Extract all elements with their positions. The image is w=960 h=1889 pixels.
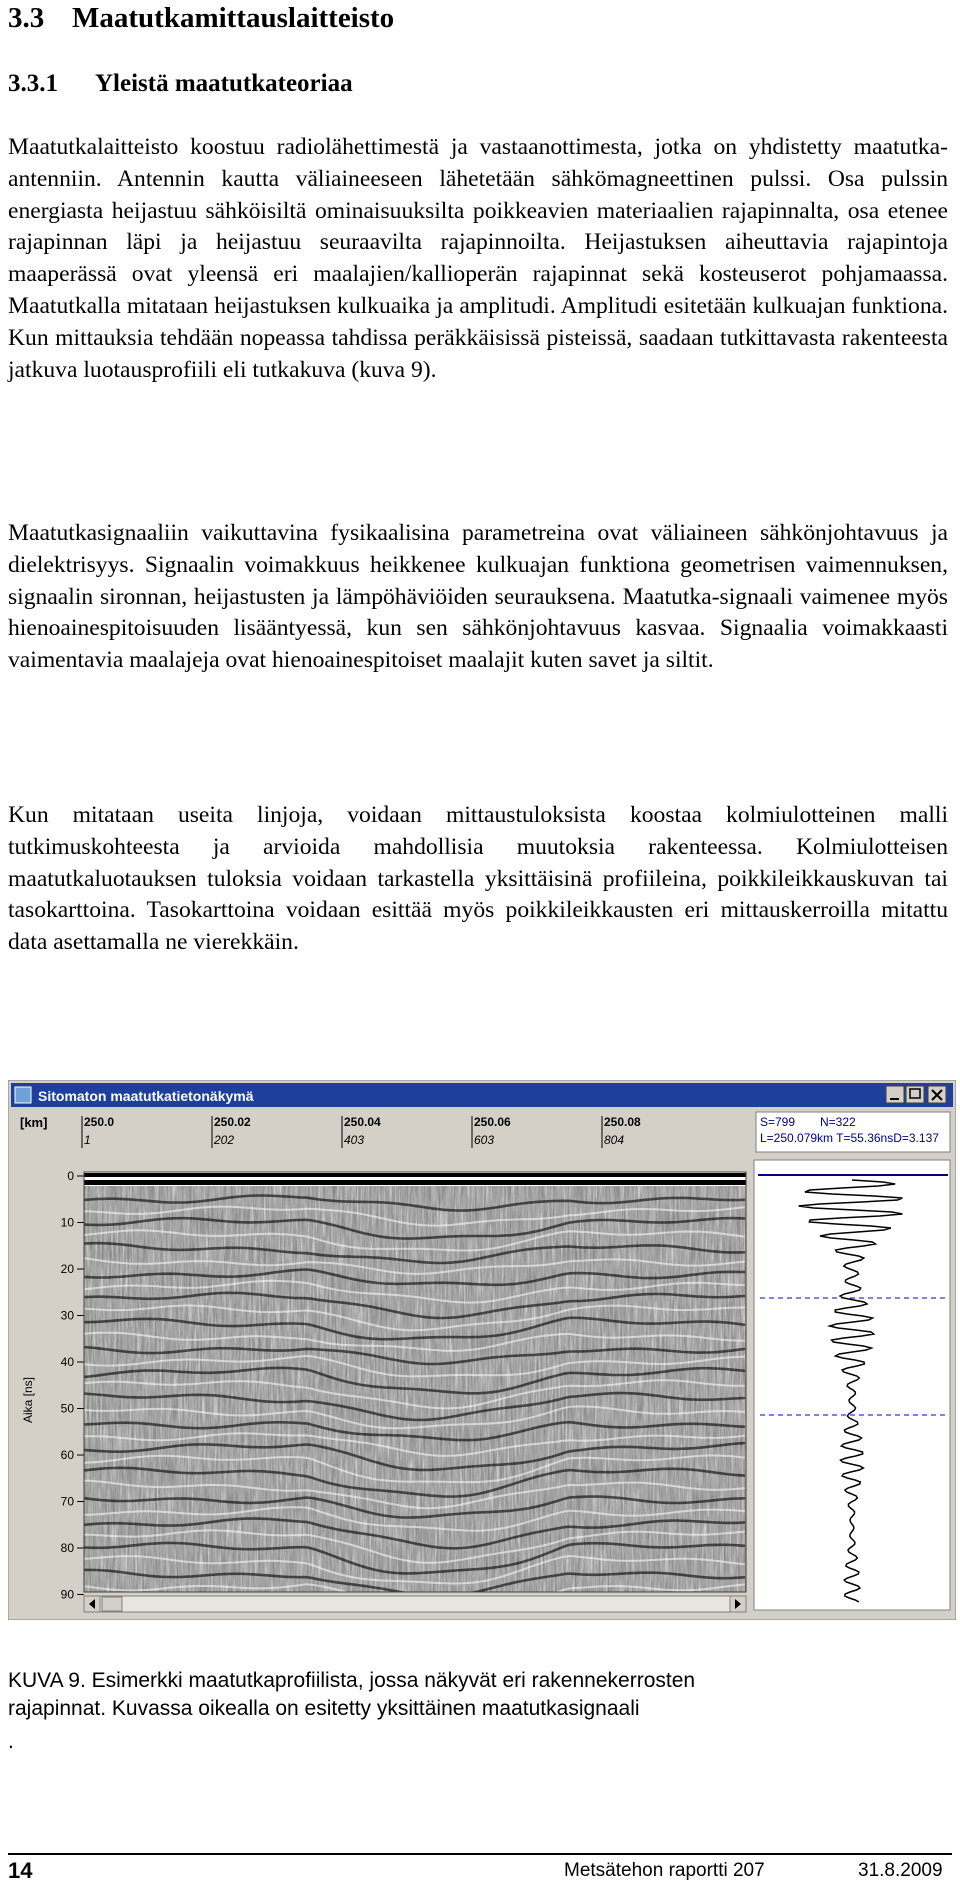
paragraph-1: Maatutkalaitteisto koostuu radiolähettimestä ja vastaanottimesta, jotka on yhdistetty maatutka-antenniin. Antennin kautta väliaineeseen lähetetään sähkömagneettinen pulssi. Osa pulssin energiasta heijastuu sähköisiltä ominaisuuksilta poikkeavien materiaalien rajapinnalta, osa etenee rajapinnan läpi ja heijastuu seuraavilta rajapinnoilta. Heijastuksen aiheuttavia rajapintoja maaperässä ovat yleensä eri maalajien/kallioperän rajapinnat sekä kosteuserot pohjamaassa. Maatutkalla mitataan heijastuksen kulkuaika ja amplitudi. Amplitudi esitetään kulkuajan funktiona. Kun mittauksia tehdään nopeassa tahdissa peräkkäisissä pisteissä, saadaan tutkittavasta rakenteesta jatkuva luotausprofiili eli tutkakuva (kuva 9). (8, 134, 948, 383)
info-s-value: S=799 (760, 1115, 796, 1129)
y-tick-label: 20 (60, 1262, 74, 1276)
paragraph-3: Kun mitataan useita linjoja, voidaan mittaustuloksista koostaa kolmiulotteinen malli tutkimuskohteesta ja arvioida mahdollisia muutoksia rakenteessa. Kolmiulotteisen maatutkaluotauksen tuloksia voidaan tarkastella yksittäisinä profiileina, poikkileikkauskuvan tai tasokarttoina. Tasokarttoina voidaan esittää myös poikkileikkausten eri mittauskerroilla mitattu data asettamalla ne vierekkäin. (8, 802, 948, 956)
figure-caption (8, 1667, 948, 1756)
caption-line-2: rajapinnat. Kuvassa oikealla on esitetty yksittäinen maatutkasignaali (8, 1697, 640, 1720)
info-position-time: L=250.079km T=55.36nsD=3.137 (760, 1131, 939, 1145)
horizontal-scrollbar[interactable] (84, 1596, 746, 1612)
close-button[interactable] (928, 1086, 946, 1103)
caption-line-1: KUVA 9. Esimerkki maatutkaprofiilista, jossa näkyvät eri rakennekerrosten (8, 1669, 696, 1692)
y-tick-label: 90 (60, 1587, 74, 1602)
km-unit-label: [km] (20, 1115, 48, 1130)
y-tick-label: 30 (60, 1308, 74, 1323)
y-tick-label: 80 (60, 1541, 74, 1555)
section-number: 3.3 (8, 2, 45, 34)
footer-rule (8, 1853, 952, 1855)
single-trace-panel (754, 1160, 950, 1610)
y-tick-label: 10 (60, 1215, 74, 1230)
report-date: 31.8.2009 (858, 1860, 943, 1881)
km-tick-label: 250.08 (604, 1115, 641, 1129)
trace-tick-label: 603 (474, 1133, 495, 1147)
caption-line-3: . (8, 1730, 14, 1753)
report-name: Metsätehon raportti 207 (564, 1860, 765, 1881)
surface-reflection-line (84, 1173, 746, 1177)
y-axis-label: Aika [ns] (21, 1376, 35, 1424)
km-tick-label: 250.0 (84, 1115, 115, 1129)
y-tick-label: 50 (60, 1401, 74, 1416)
app-icon (15, 1087, 31, 1103)
y-tick-label: 70 (60, 1494, 74, 1509)
info-n-value: N=322 (820, 1115, 856, 1129)
window-title: Sitomaton maatutkatietonäkymä (38, 1088, 254, 1104)
section-title: Maatutkamittauslaitteisto (72, 2, 395, 34)
trace-tick-label: 804 (604, 1133, 625, 1147)
subsection-heading (8, 68, 353, 100)
subsection-title: Yleistä maatutkateoriaa (95, 70, 353, 97)
trace-tick-label: 1 (84, 1133, 91, 1147)
y-tick-label: 40 (60, 1355, 74, 1369)
trace-tick-label: 403 (344, 1133, 365, 1147)
gpr-window-figure (8, 1080, 956, 1620)
paragraph-2: Maatutkasignaaliin vaikuttavina fysikaalisina parametreina ovat väliaineen sähkönjohtavuus ja dielektrisyys. Signaalin voimakkuus heikkenee kulkuajan funktiona geometrisen vaimennuksen, signaalin sironnan, heijastusten ja lämpöhäviöiden seurauksena. Maatutka-signaali vaimenee myös hienoainespitoisuuden lisääntyessä, kun sen sähkönjohtavuus kasvaa. Signaalia voimakkaasti vaimentavia maalajeja ovat hienoainespitoiset maalajit kuten savet ja siltit. (8, 520, 948, 674)
scroll-thumb[interactable] (102, 1597, 122, 1611)
page-number: 14 (8, 1858, 33, 1883)
y-tick-label: 60 (60, 1448, 74, 1462)
km-tick-label: 250.04 (344, 1115, 381, 1129)
section-heading (8, 0, 394, 36)
minimize-button[interactable] (886, 1086, 904, 1103)
km-tick-label: 250.02 (214, 1115, 251, 1129)
subsection-number: 3.3.1 (8, 70, 58, 97)
trace-tick-label: 202 (214, 1133, 235, 1147)
maximize-button[interactable] (906, 1086, 924, 1103)
km-tick-label: 250.06 (474, 1115, 511, 1129)
radargram-profile[interactable] (84, 1172, 746, 1608)
y-tick-label: 0 (67, 1169, 74, 1183)
